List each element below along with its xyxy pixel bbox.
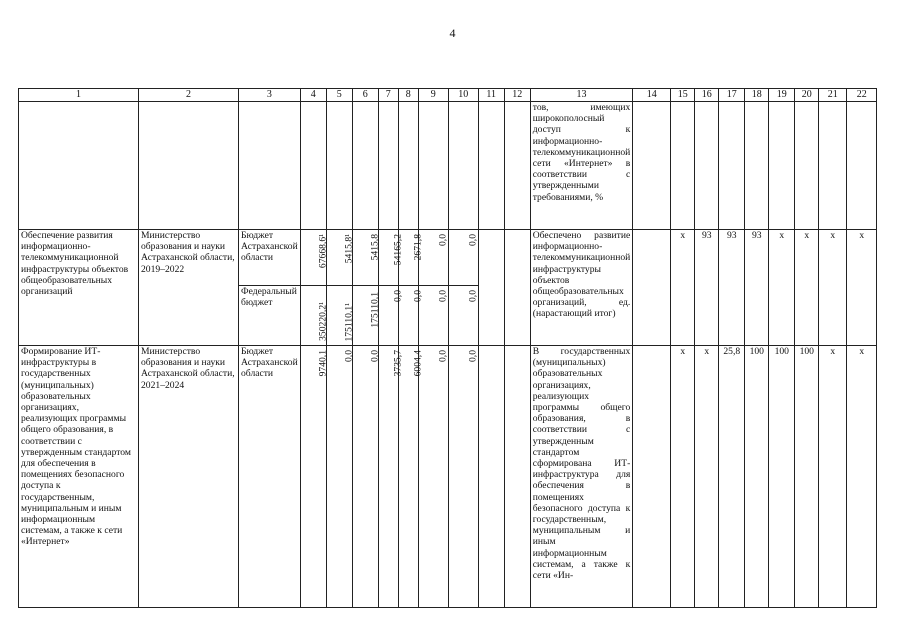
indicator-value: 93 (695, 230, 719, 346)
amount-year: 0,0 (437, 234, 449, 246)
indicator-value: x (671, 230, 695, 346)
table-row (19, 230, 877, 286)
indicator-value: 93 (745, 230, 769, 346)
amount-year: 175110,1 (369, 292, 381, 328)
amount-year: 0,0 (343, 350, 355, 362)
amount-year: 0,0 (467, 290, 479, 302)
col-num: 18 (745, 89, 769, 102)
col-num: 5 (326, 89, 352, 102)
indicator-value: x (695, 346, 719, 608)
indicator-text: тов, имеющих широкополосный доступ к информационно-телекоммуникационной сети «Интернет» в соответствии с утвержденными требованиями, % (530, 102, 633, 230)
indicator-value: 100 (795, 346, 819, 608)
col-num: 6 (352, 89, 378, 102)
col-num: 11 (478, 89, 504, 102)
amount-year: 0,0 (467, 234, 479, 246)
col-num: 17 (719, 89, 745, 102)
indicator-value: 25,8 (719, 346, 745, 608)
col-num: 20 (795, 89, 819, 102)
funding-source: Федеральный бюджет (239, 286, 301, 346)
amount-year: 2671,8 (412, 234, 424, 261)
col-num: 22 (847, 89, 877, 102)
funding-source: Бюджет Астраханской области (239, 346, 301, 608)
amount-year: 0,0 (392, 290, 404, 302)
amount-year: 6004,4 (412, 350, 424, 377)
measure-name: Формирование ИТ-инфраструктуры в государственных (муниципальных) образовательных организациях, реализующих программы общего образования, в соответствии с утвержденным стандартом для обеспечения в помещениях безопасного доступа к государственным, муниципальным и иным информационным системам, а также к сети «Интернет» (19, 346, 139, 608)
indicator-value: 93 (719, 230, 745, 346)
column-number-row (19, 89, 877, 102)
amount-year: 0,0 (437, 290, 449, 302)
executor: Министерство образования и науки Астраханской области, 2019–2022 (139, 230, 239, 346)
amount-year: 0,0 (369, 350, 381, 362)
amount-total: 350220,2¹ (317, 302, 329, 341)
col-num: 14 (633, 89, 671, 102)
amount-year: 0,0 (467, 350, 479, 362)
measure-name: Обеспечение развития информационно-телекоммуникационной инфраструктуры объектов общеобразовательных организаций (19, 230, 139, 346)
indicator-value: 100 (745, 346, 769, 608)
table-row-continuation (19, 102, 877, 230)
col-num: 19 (769, 89, 795, 102)
indicator-value: x (769, 230, 795, 346)
amount-year: 0,0 (412, 290, 424, 302)
indicator-value: 100 (769, 346, 795, 608)
amount-year: 3735,7 (392, 350, 404, 377)
col-num: 15 (671, 89, 695, 102)
col-num: 7 (378, 89, 398, 102)
indicator-value: x (671, 346, 695, 608)
col-num: 4 (300, 89, 326, 102)
indicator-value: x (819, 346, 847, 608)
indicator-value: x (819, 230, 847, 346)
amount-year: 0,0 (437, 350, 449, 362)
col-num: 12 (504, 89, 530, 102)
col-num: 16 (695, 89, 719, 102)
col-num: 1 (19, 89, 139, 102)
amount-total: 9740,1 (317, 350, 329, 377)
budget-table (18, 88, 877, 608)
amount-year: 5415,8 (369, 234, 381, 261)
page-number: 4 (449, 26, 456, 40)
amount-year: 54165,2 (392, 234, 404, 266)
amount-total: 67668,6¹ (317, 234, 329, 269)
col-num: 8 (398, 89, 418, 102)
col-num: 9 (418, 89, 448, 102)
indicator-value: x (795, 230, 819, 346)
indicator-text: Обеспечено развитие информационно-телекоммуникационной инфраструктуры объектов общеобразовательных организаций, ед. (нарастающий итог) (530, 230, 633, 346)
indicator-value: x (847, 346, 877, 608)
amount-year: 175110,1¹ (343, 302, 355, 341)
executor: Министерство образования и науки Астраханской области, 2021–2024 (139, 346, 239, 608)
amount-year: 5415,8¹ (343, 234, 355, 264)
col-num: 21 (819, 89, 847, 102)
indicator-text: В государственных (муниципальных) образовательных организациях, реализующих программы общего образования, в соответствии с утвержденным стандартом сформирована ИТ-инфраструктура для обеспечения в помещениях безопасного доступа к государственным, муниципальным и иным информационным системам, а также к сети «Ин- (530, 346, 633, 608)
col-num: 10 (448, 89, 478, 102)
col-num: 3 (239, 89, 301, 102)
indicator-value: x (847, 230, 877, 346)
col-num: 2 (139, 89, 239, 102)
col-num: 13 (530, 89, 633, 102)
table-row (19, 346, 877, 608)
funding-source: Бюджет Астраханской области (239, 230, 301, 286)
